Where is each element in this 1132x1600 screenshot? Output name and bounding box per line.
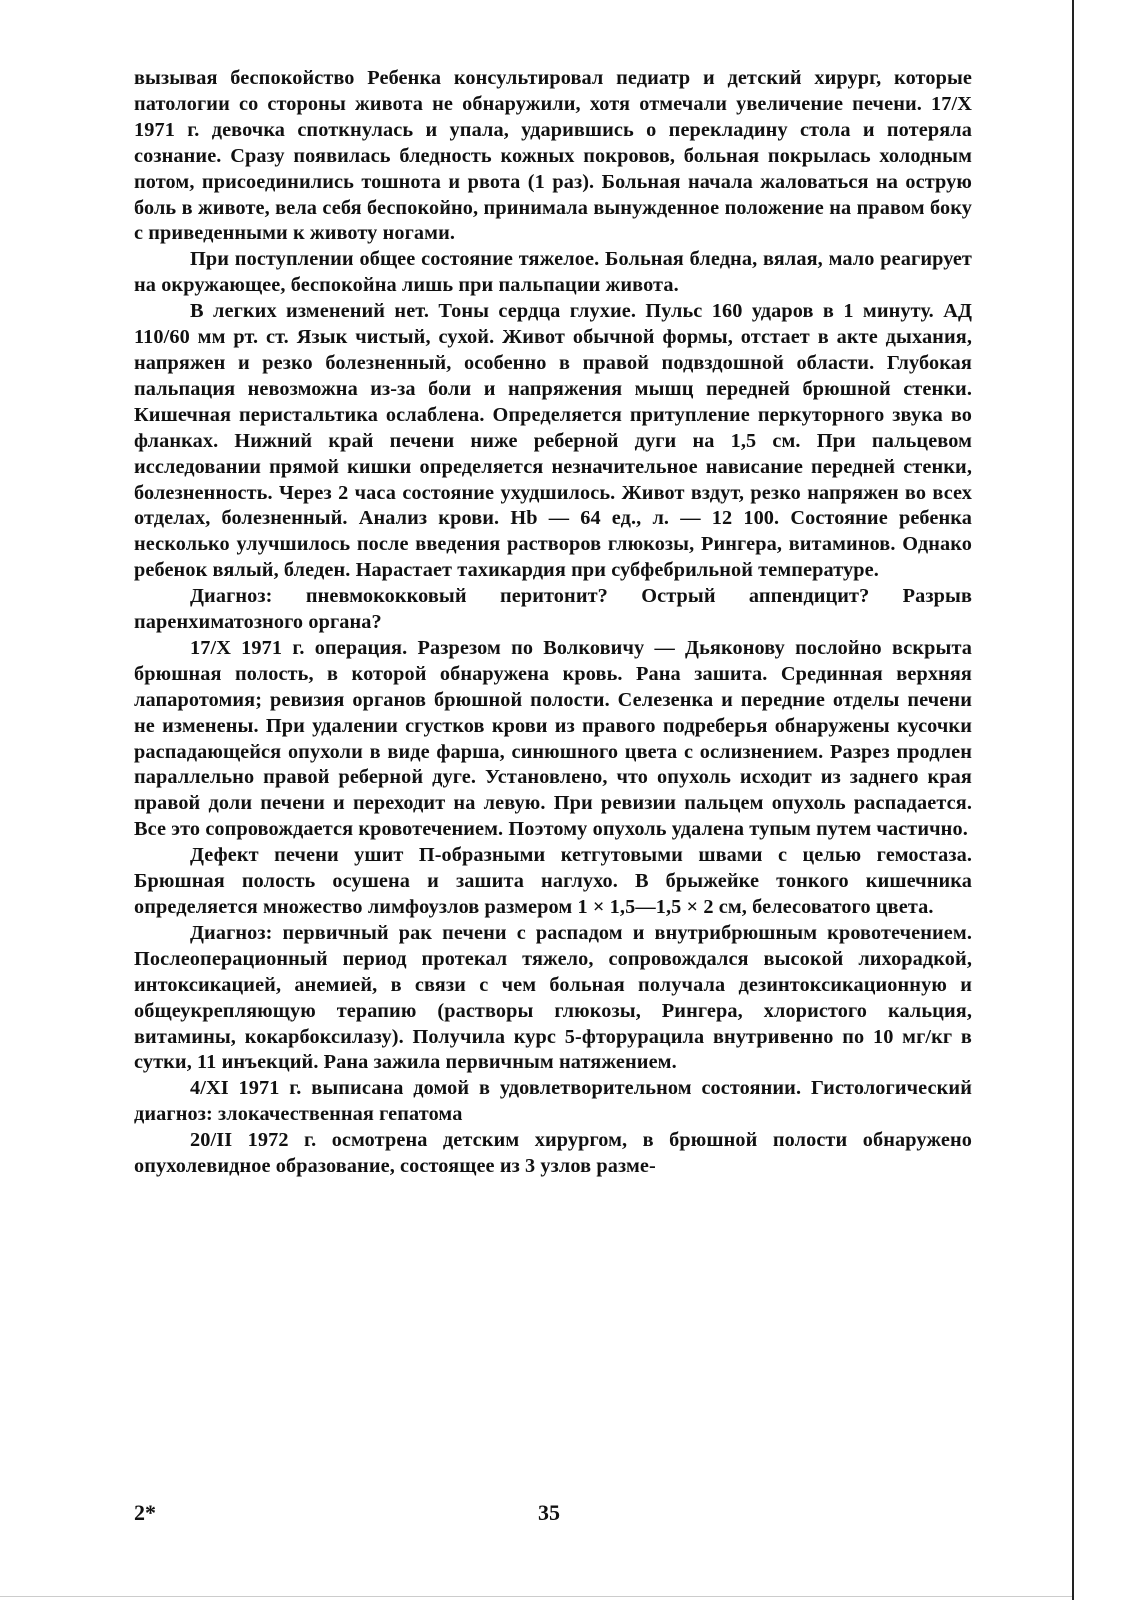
paragraph-examination: В легких изменений нет. Тоны сердца глухие. Пульс 160 ударов в 1 минуту. АД 110/60 мм рт. ст. Язык чистый, сухой. Живот обычной формы, отстает в акте дыхания, напряжен и резко болезненный, особенно в правой подвздошной области. Глубокая пальпация невозможна из-за боли и напряжения мышц передней брюшной стенки. Кишечная перистальтика ослаблена. Определяется притупление перкуторного звука во фланках. Нижний край печени ниже реберной дуги на 1,5 см. При пальцевом исследовании прямой кишки определяется незначительное нависание передней стенки, болезненность. Через 2 часа состояние ухудшилось. Живот вздут, резко напряжен во всех отделах, болезненный. Анализ крови. Hb — 64 ед., л. — 12 100. Состояние ребенка несколько улучшилось после введения растворов глюкозы, Рингера, витаминов. Однако ребенок вялый, бледен. Нарастает тахикардия при субфебрильной температуре. [134, 300, 972, 582]
paragraph-preop-diagnosis: Диагноз: пневмококковый перитонит? Острый аппендицит? Разрыв паренхиматозного органа? [134, 585, 972, 634]
page-right-border [1072, 0, 1074, 1600]
paragraph-liver-defect: Дефект печени ушит П-образными кетгутовыми швами с целью гемостаза. Брюшная полость осушена и зашита наглухо. В брыжейке тонкого кишечника определяется множество лимфоузлов размером 1 × 1,5—1,5 × 2 см, белесоватого цвета. [134, 844, 972, 918]
paragraph-continuation: вызывая беспокойство Ребенка консультировал педиатр и детский хирург, которые патологии со стороны живота не обнаружили, хотя отмечали увеличение печени. 17/X 1971 г. девочка споткнулась и упала, ударившись о перекладину стола и потеряла сознание. Сразу появилась бледность кожных покровов, больная покрылась холодным потом, присоединились тошнота и рвота (1 раз). Больная начала жаловаться на острую боль в животе, вела себя беспокойно, принимала вынужденное положение на правом боку с приведенными к животу ногами. [134, 67, 972, 245]
body-text [134, 66, 972, 1180]
paragraph-postop-diagnosis: Диагноз: первичный рак печени с распадом и внутрибрюшным кровотечением. Послеоперационный период протекал тяжело, сопровождался высокой лихорадкой, интоксикацией, анемией, в связи с чем больная получала дезинтоксикационную и общеукрепляющую терапию (растворы глюкозы, Рингера, хлористого кальция, витамины, кокарбоксилазу). Получила курс 5-фторурацила внутривенно по 10 мг/кг в сутки, 11 инъекций. Рана зажила первичным натяжением. [134, 921, 972, 1074]
page-bottom-border [0, 1596, 1072, 1597]
paragraph-followup: 20/II 1972 г. осмотрена детским хирургом, в брюшной полости обнаружено опухолевидное образование, состоящее из 3 узлов разме- [134, 1129, 972, 1178]
page-number: 35 [538, 1500, 560, 1525]
paragraph-operation: 17/X 1971 г. операция. Разрезом по Волковичу — Дьяконову послойно вскрыта брюшная полость, в которой обнаружена кровь. Рана зашита. Срединная верхняя лапаротомия; ревизия органов брюшной полости. Селезенка и передние отделы печени не изменены. При удалении сгустков крови из правого подреберья обнаружены кусочки распадающейся опухоли в виде фарша, синюшного цвета с ослизнением. Разрез продлен параллельно правой реберной дуге. Установлено, что опухоль исходит из заднего края правой доли печени и переходит на левую. При ревизии пальцем опухоль распадается. Все это сопровождается кровотечением. Поэтому опухоль удалена тупым путем частично. [134, 636, 972, 841]
paragraph-admission-state: При поступлении общее состояние тяжелое. Больная бледна, вялая, мало реагирует на окружающее, беспокойна лишь при пальпации живота. [134, 248, 972, 297]
signature-mark: 2* [134, 1500, 156, 1525]
paragraph-discharge: 4/XI 1971 г. выписана домой в удовлетворительном состоянии. Гистологический диагноз: злокачественная гепатома [134, 1077, 972, 1126]
